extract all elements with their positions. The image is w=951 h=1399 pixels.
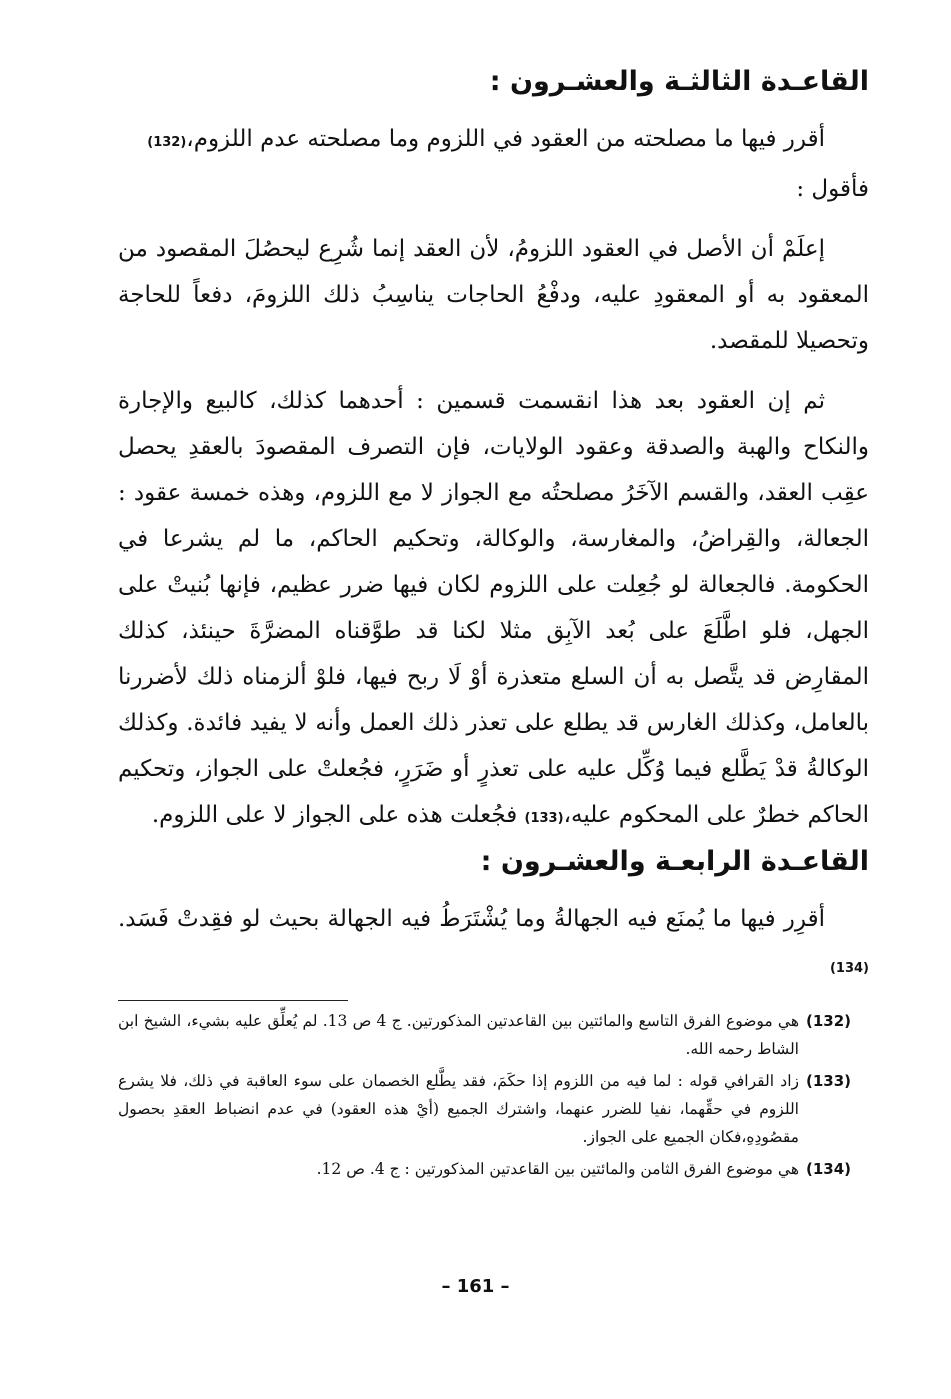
footnote-number: (133)	[805, 1072, 851, 1090]
footnote-number: (132)	[805, 1012, 851, 1030]
rule-23-paragraph-2	[118, 378, 869, 842]
footnote-134	[118, 1155, 869, 1183]
rule-23-heading: القاعـدة الثالثـة والعشـرون :	[489, 66, 869, 97]
rule-23-paragraph-2-text: ثم إن العقود بعد هذا انقسمت قسمين : أحدهما كذلك، كالبيع والإجارة والنكاح والهبة والصدقة وعقود الولايات، فإن التصرف المقصودَ بالعقدِ يحصل عقِب العقد، والقسم الآخَرُ مصلحتُه مع الجواز لا مع اللزوم، وهذه خمسة عقود : الجعالة، والقِراضُ، والمغارسة، والوكالة، وتحكيم الحاكم، ما لم يشرعا في الحكومة. فالجعالة لو جُعِلت على اللزوم لكان فيها ضرر عظيم، فإنها بُنيتْ على الجهل، فلو اطَّلَعَ على بُعد الآبِق مثلا لكنا قد طوَّقناه المضرَّةَ حينئذ، كذلك المقارِض قد يتَّصل به أن السلع متعذرة أوْ لَا ربح فيها، فلوْ ألزمناه ذلك لأضررنا بالعامل، وكذلك الغارس قد يطلع على تعذر ذلك العمل وأنه لا يفيد فائدة. وكذلك الوكالةُ قدْ يَطَّلع فيما وُكِّل عليه على تعذرٍ أو ضَرَرٍ، فجُعلتْ على الجواز، وتحكيم الحاكم خطرٌ على المحكوم عليه،	[118, 388, 869, 828]
footnote-separator	[118, 1000, 348, 1001]
footnote-text: زاد القرافي قوله : لما فيه من اللزوم إذا حكَمَ، فقد يطَّلع الخصمان على سوء العاقبة في ذلك، فلا يشرع اللزوم في حقِّهما، نفيا للضرر عنهما، واشترك الجميع (أيْ هذه العقود) في عدم انضباط العقدِ بحصول مقصُودِهِ،فكان الجميع على الجواز.	[118, 1072, 799, 1146]
footnote-132	[118, 1007, 869, 1063]
footnote-text: هي موضوع الفرق التاسع والمائتين بين القاعدتين المذكورتين. ج 4 ص 13. لم يُعلِّق عليه بشيء، الشيخ ابن الشاط رحمه الله.	[118, 1012, 799, 1058]
footnote-text: هي موضوع الفرق الثامن والمائتين بين القاعدتين المذكورتين : ج 4. ص 12.	[316, 1160, 799, 1178]
rule-23-paragraph-2-tail: فجُعلت هذه على الجواز لا على اللزوم.	[151, 802, 518, 828]
footnote-ref-132: (132)	[147, 135, 187, 150]
footnote-133	[118, 1067, 869, 1151]
rule-24-statement-text: أقرِر فيها ما يُمنَع فيه الجهالةُ وما يُشْتَرَطُ فيه الجهالة بحيث لو فقِدتْ فَسَد.	[118, 906, 825, 932]
footnote-number: (134)	[805, 1160, 851, 1178]
rule-23-paragraph-1: إعلَمْ أن الأصل في العقود اللزومُ، لأن العقد إنما شُرِع ليحصُلَ المقصود من المعقود به أو المعقودِ عليه، ودفْعُ الحاجات يناسِبُ ذلك اللزومَ، دفعاً للحاجة وتحصيلا للمقصد.	[118, 236, 869, 354]
footnote-ref-134: (134)	[829, 961, 869, 976]
page-number: – 161 –	[441, 1276, 510, 1297]
rule-23-statement-text: أقرر فيها ما مصلحته من العقود في اللزوم وما مصلحته عدم اللزوم،	[186, 126, 825, 152]
rule-24-heading: القاعـدة الرابعـة والعشـرون :	[480, 846, 869, 877]
rule-23-statement	[118, 116, 869, 166]
rule-23-intro: فأقول :	[796, 176, 869, 202]
rule-24-statement	[118, 896, 869, 992]
footnote-ref-133: (133)	[524, 811, 564, 826]
footnotes	[118, 1007, 869, 1183]
